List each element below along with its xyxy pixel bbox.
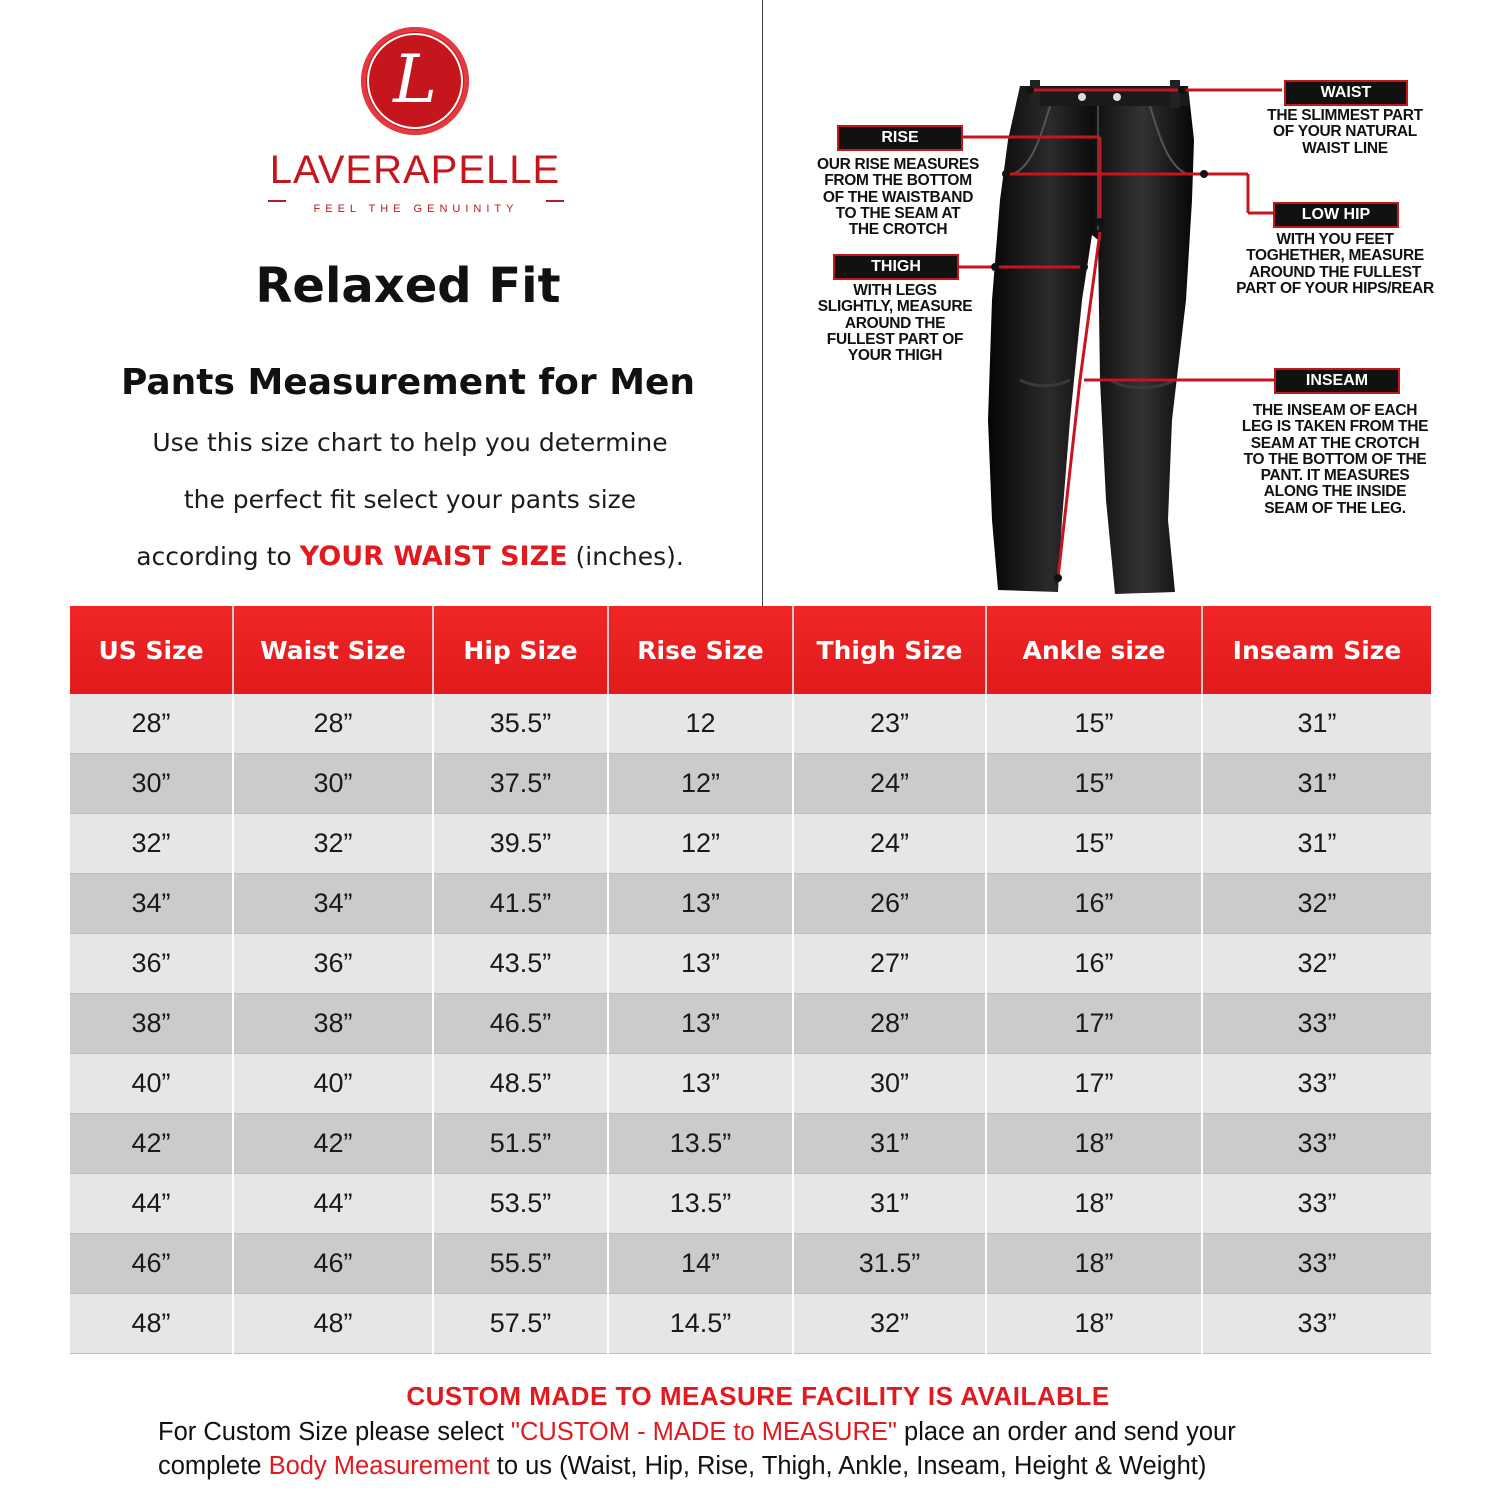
rise-tag: RISE [837, 125, 963, 151]
cell-hip-size: 48.5” [433, 1054, 608, 1114]
cell-us-size: 48” [70, 1294, 233, 1354]
cell-ankle-size: 16” [986, 934, 1202, 994]
table-row [70, 994, 1431, 1054]
page-subtitle: Pants Measurement for Men [120, 362, 696, 403]
cell-ankle-size: 15” [986, 814, 1202, 874]
brand-name: LAVERAPELLE [269, 148, 561, 192]
cell-thigh-size: 26” [793, 874, 986, 934]
cell-thigh-size: 32” [793, 1294, 986, 1354]
low-hip-tag: LOW HIP [1273, 202, 1399, 228]
cell-waist-size: 46” [233, 1234, 433, 1294]
table-row [70, 1054, 1431, 1114]
table-row [70, 1234, 1431, 1294]
cell-inseam-size: 31” [1202, 814, 1431, 874]
cell-inseam-size: 33” [1202, 1234, 1431, 1294]
cell-ankle-size: 16” [986, 874, 1202, 934]
table-header-row [70, 606, 1431, 694]
cell-rise-size: 12 [608, 694, 793, 754]
cell-thigh-size: 31.5” [793, 1234, 986, 1294]
inseam-tag: INSEAM [1274, 368, 1400, 394]
cell-rise-size: 13” [608, 874, 793, 934]
cell-hip-size: 53.5” [433, 1174, 608, 1234]
cell-us-size: 38” [70, 994, 233, 1054]
header-hip-size: Hip Size [433, 606, 608, 694]
footer-suffix-1: place an order and send your [896, 1418, 1236, 1446]
cell-inseam-size: 33” [1202, 1174, 1431, 1234]
cell-rise-size: 13” [608, 994, 793, 1054]
cell-hip-size: 43.5” [433, 934, 608, 994]
table-row [70, 754, 1431, 814]
header-us-size: US Size [70, 606, 233, 694]
header-waist-size: Waist Size [233, 606, 433, 694]
custom-option-name: "CUSTOM - MADE to MEASURE" [510, 1418, 897, 1446]
pants-illustration [988, 80, 1194, 594]
header-rise-size: Rise Size [608, 606, 793, 694]
cell-inseam-size: 33” [1202, 1294, 1431, 1354]
header-thigh-size: Thigh Size [793, 606, 986, 694]
cell-ankle-size: 15” [986, 694, 1202, 754]
waist-note: THE SLIMMEST PART OF YOUR NATURAL WAIST LINE [1267, 107, 1423, 157]
table-row [70, 814, 1431, 874]
cell-waist-size: 36” [233, 934, 433, 994]
header-inseam-size: Inseam Size [1202, 606, 1431, 694]
cell-ankle-size: 17” [986, 994, 1202, 1054]
rise-note: OUR RISE MEASURES FROM THE BOTTOM OF THE WAISTBAND TO THE SEAM AT THE CROTCH [817, 156, 979, 239]
cell-thigh-size: 23” [793, 694, 986, 754]
cell-inseam-size: 32” [1202, 934, 1431, 994]
intro-line-1: Use this size chart to help you determine [152, 428, 668, 457]
cell-thigh-size: 27” [793, 934, 986, 994]
cell-hip-size: 39.5” [433, 814, 608, 874]
cell-ankle-size: 18” [986, 1174, 1202, 1234]
cell-rise-size: 12” [608, 814, 793, 874]
cell-us-size: 36” [70, 934, 233, 994]
cell-inseam-size: 32” [1202, 874, 1431, 934]
table-row [70, 874, 1431, 934]
footer-prefix-2: complete [158, 1452, 269, 1480]
cell-us-size: 40” [70, 1054, 233, 1114]
custom-instructions-line-1 [158, 1418, 1478, 1447]
cell-rise-size: 13” [608, 1054, 793, 1114]
cell-rise-size: 12” [608, 754, 793, 814]
table-row [70, 934, 1431, 994]
intro-highlight: YOUR WAIST SIZE [299, 541, 568, 572]
cell-ankle-size: 15” [986, 754, 1202, 814]
cell-rise-size: 13” [608, 934, 793, 994]
cell-hip-size: 51.5” [433, 1114, 608, 1174]
cell-us-size: 46” [70, 1234, 233, 1294]
cell-hip-size: 46.5” [433, 994, 608, 1054]
cell-waist-size: 44” [233, 1174, 433, 1234]
cell-ankle-size: 18” [986, 1294, 1202, 1354]
custom-made-headline: CUSTOM MADE TO MEASURE FACILITY IS AVAILABLE [406, 1381, 1110, 1411]
table-body [70, 694, 1431, 1354]
cell-ankle-size: 18” [986, 1114, 1202, 1174]
cell-hip-size: 35.5” [433, 694, 608, 754]
cell-inseam-size: 31” [1202, 754, 1431, 814]
cell-us-size: 32” [70, 814, 233, 874]
table-row [70, 694, 1431, 754]
cell-hip-size: 41.5” [433, 874, 608, 934]
cell-waist-size: 48” [233, 1294, 433, 1354]
cell-rise-size: 13.5” [608, 1114, 793, 1174]
cell-us-size: 28” [70, 694, 233, 754]
cell-waist-size: 40” [233, 1054, 433, 1114]
cell-hip-size: 37.5” [433, 754, 608, 814]
cell-waist-size: 28” [233, 694, 433, 754]
cell-rise-size: 14.5” [608, 1294, 793, 1354]
header-ankle-size: Ankle size [986, 606, 1202, 694]
custom-instructions-line-2 [158, 1452, 1478, 1481]
cell-waist-size: 38” [233, 994, 433, 1054]
size-chart-table [70, 606, 1431, 1354]
cell-thigh-size: 24” [793, 814, 986, 874]
footer-suffix-2: to us (Waist, Hip, Rise, Thigh, Ankle, Inseam, Height & Weight) [489, 1452, 1207, 1480]
thigh-note: WITH LEGS SLIGHTLY, MEASURE AROUND THE FULLEST PART OF YOUR THIGH [817, 282, 973, 365]
cell-inseam-size: 33” [1202, 994, 1431, 1054]
cell-thigh-size: 30” [793, 1054, 986, 1114]
cell-thigh-size: 31” [793, 1114, 986, 1174]
cell-waist-size: 30” [233, 754, 433, 814]
inseam-note: THE INSEAM OF EACH LEG IS TAKEN FROM THE SEAM AT THE CROTCH TO THE BOTTOM OF THE PANT. IT MEASURES ALONG THE INSIDE SEAM OF THE LEG. [1241, 402, 1429, 517]
table-row [70, 1174, 1431, 1234]
cell-us-size: 30” [70, 754, 233, 814]
intro-suffix: (inches). [567, 542, 684, 571]
cell-thigh-size: 24” [793, 754, 986, 814]
table-row [70, 1294, 1431, 1354]
cell-hip-size: 57.5” [433, 1294, 608, 1354]
logo-letter: L [393, 41, 437, 118]
cell-waist-size: 32” [233, 814, 433, 874]
table-row [70, 1114, 1431, 1174]
low-hip-note: WITH YOU FEET TOGHETHER, MEASURE AROUND THE FULLEST PART OF YOUR HIPS/REAR [1236, 231, 1434, 297]
brand-tagline: FEEL THE GENUINITY [313, 203, 519, 215]
page-title: Relaxed Fit [255, 258, 561, 314]
intro-prefix: according to [136, 542, 300, 571]
cell-ankle-size: 18” [986, 1234, 1202, 1294]
waist-tag: WAIST [1284, 80, 1408, 106]
cell-inseam-size: 31” [1202, 694, 1431, 754]
cell-inseam-size: 33” [1202, 1114, 1431, 1174]
cell-thigh-size: 31” [793, 1174, 986, 1234]
cell-rise-size: 13.5” [608, 1174, 793, 1234]
cell-us-size: 44” [70, 1174, 233, 1234]
cell-hip-size: 55.5” [433, 1234, 608, 1294]
cell-inseam-size: 33” [1202, 1054, 1431, 1114]
cell-thigh-size: 28” [793, 994, 986, 1054]
cell-us-size: 34” [70, 874, 233, 934]
body-measurement-text: Body Measurement [268, 1452, 490, 1480]
cell-waist-size: 34” [233, 874, 433, 934]
footer-prefix-1: For Custom Size please select [158, 1418, 511, 1446]
cell-ankle-size: 17” [986, 1054, 1202, 1114]
cell-rise-size: 14” [608, 1234, 793, 1294]
thigh-tag: THIGH [833, 254, 959, 280]
cell-us-size: 42” [70, 1114, 233, 1174]
cell-waist-size: 42” [233, 1114, 433, 1174]
intro-line-2: the perfect fit select your pants size [183, 485, 637, 514]
